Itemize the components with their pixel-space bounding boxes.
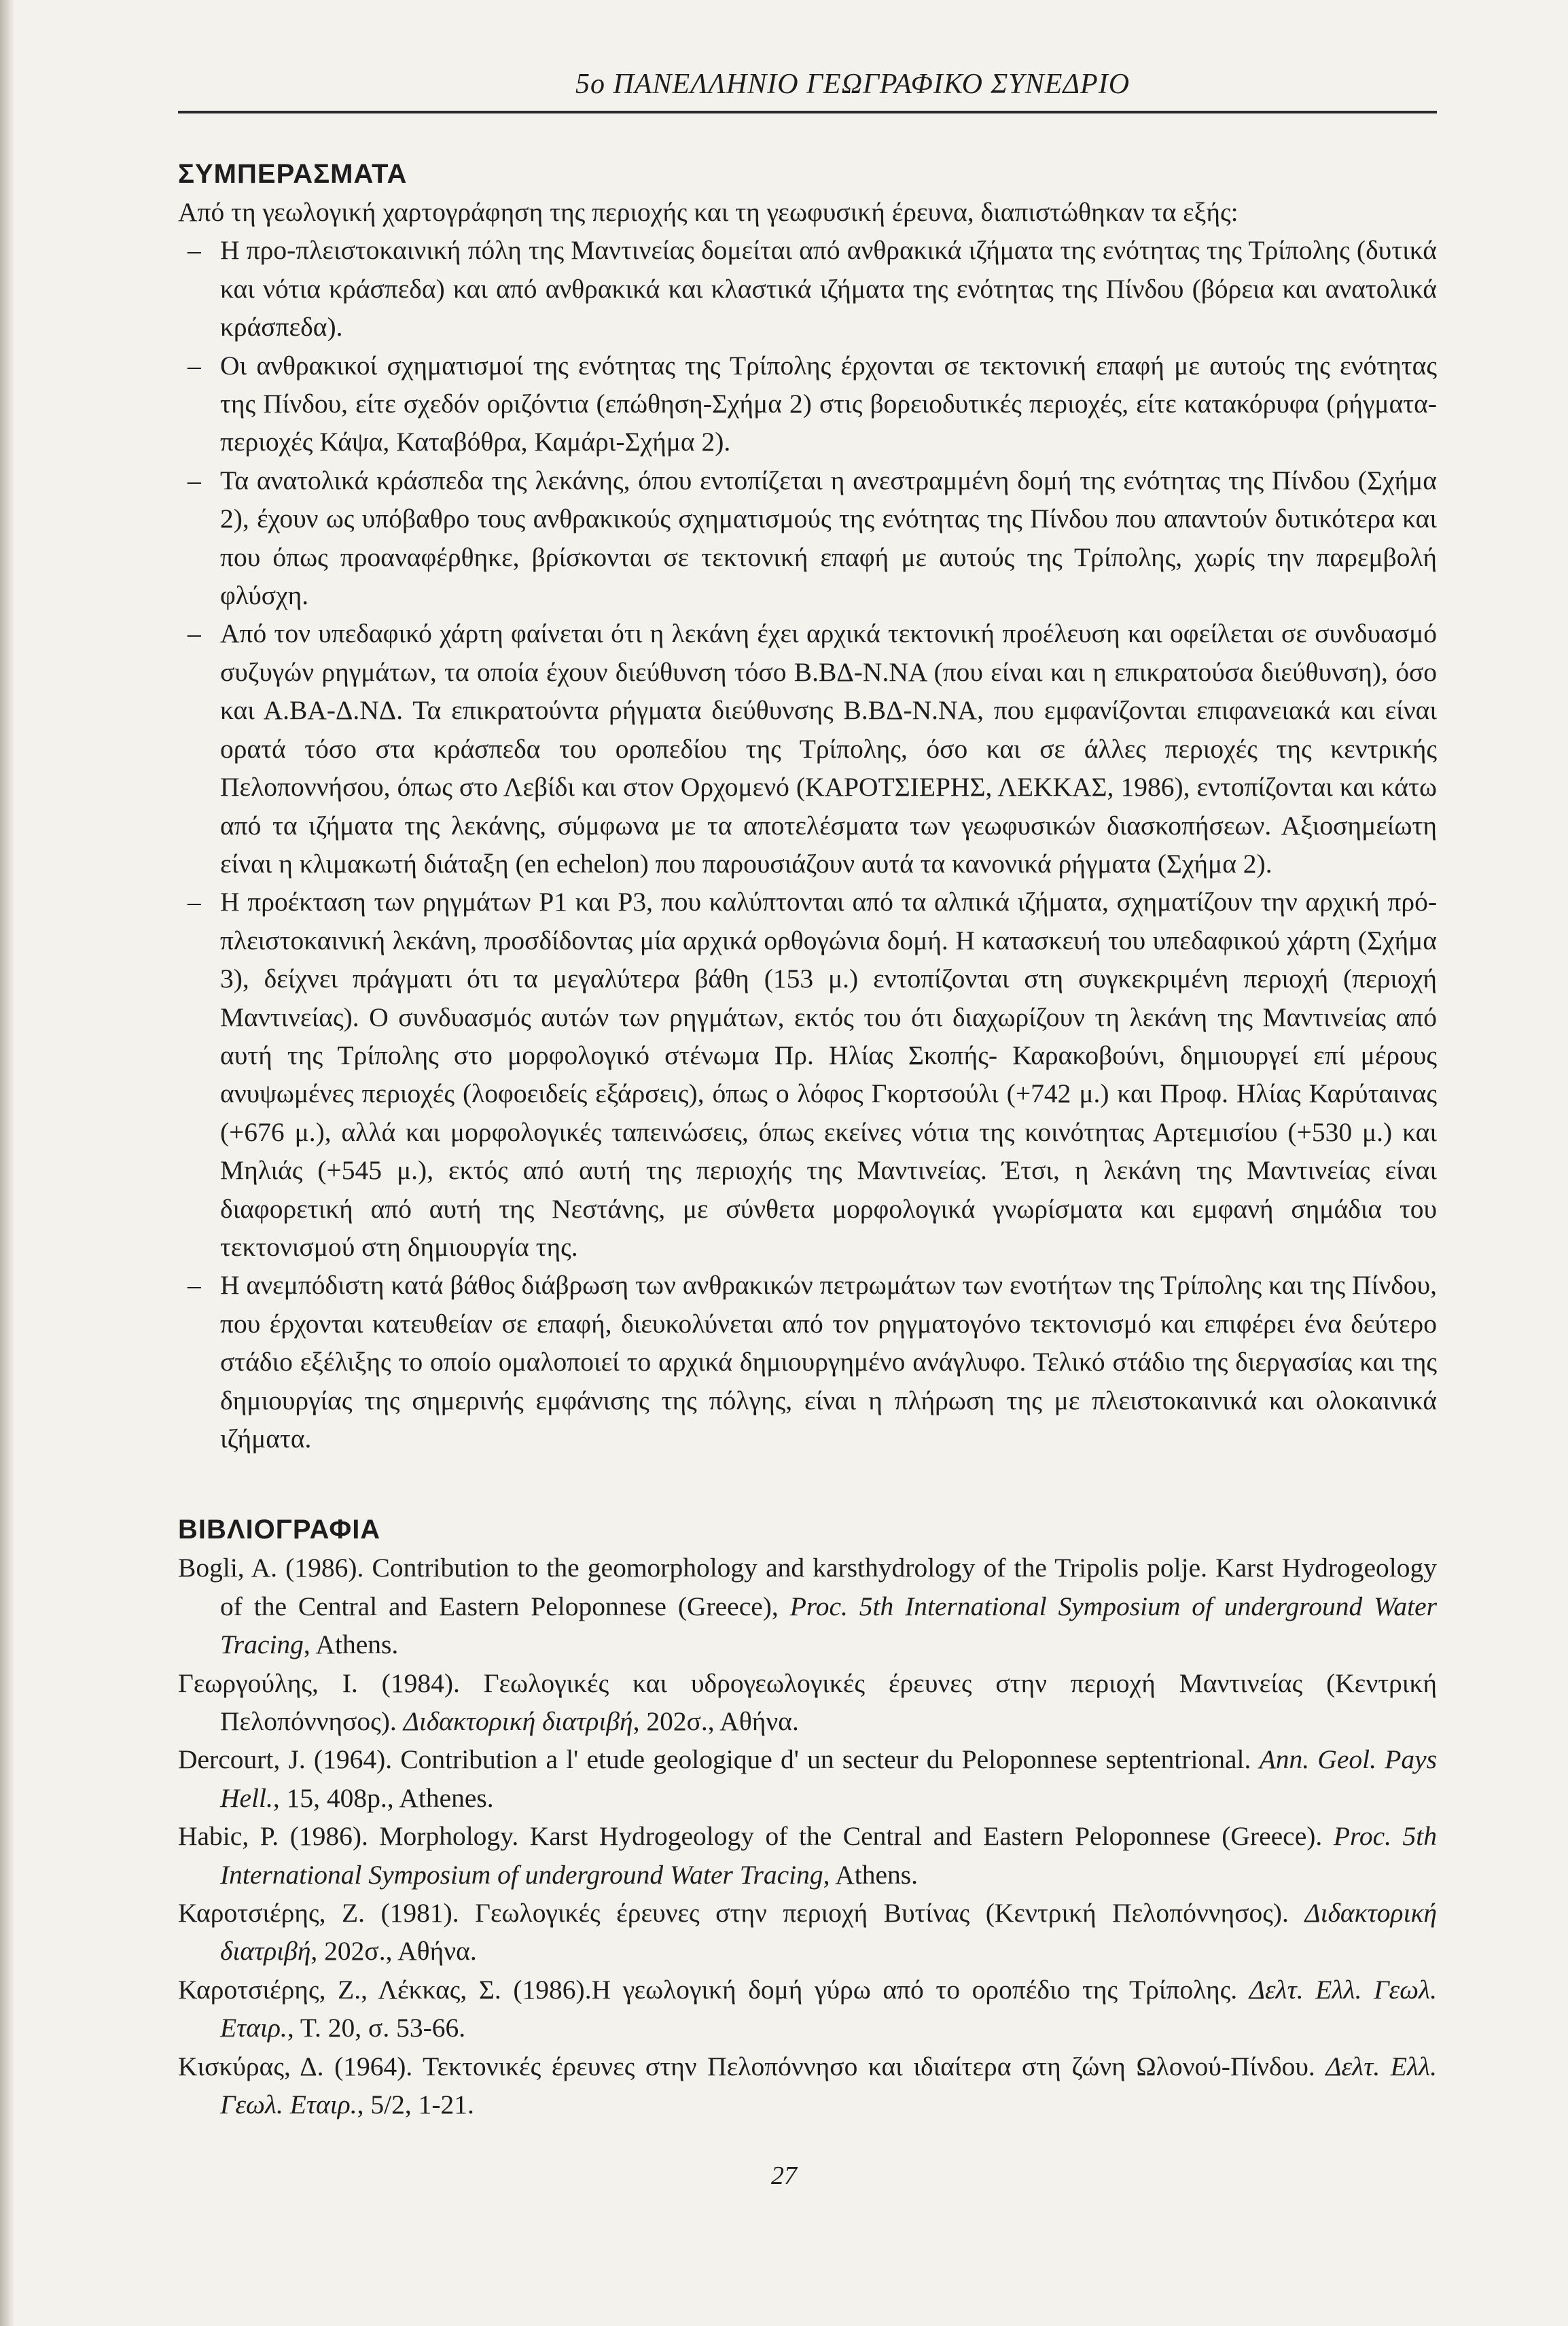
scan-binding-shadow bbox=[0, 0, 15, 2326]
list-item-text: Η ανεμπόδιστη κατά βάθος διάβρωση των ανθρακικών πετρωμάτων των ενοτήτων της Τρίπολης και της Πίνδου, που έρχονται κατευθείαν σε επαφή, διευκολύνεται από τον ρηγματογόνο τεκτονισμό και επιφέρει ένα δεύτερο στάδιο εξέλιξης το οποίο ομαλοποιεί το αρχικά δημιουργημένο ανάγλυφο. Τελικό στάδιο της διεργασίας και της δημιουργίας της σημερινής εμφάνισης της πόλγης, είναι η πλήρωση της με πλειστοκαινικά και ολοκαινικά ιζήματα. bbox=[220, 1270, 1437, 1453]
reference-list bbox=[178, 1549, 1437, 2124]
reference-text: Bogli, A. (1986). Contribution to the geomorphology and karsthydrology of the Tripolis polje. Karst Hydrogeology of the Central and Eastern Peloponnese (Greece), bbox=[178, 1553, 1437, 1621]
list-item bbox=[178, 461, 1437, 615]
reference-text: Habic, P. (1986). Morphology. Karst Hydrogeology of the Central and Eastern Peloponnese (Greece). bbox=[178, 1821, 1334, 1852]
reference-source: Proc. 5th International Symposium of underground Water Tracing bbox=[220, 1591, 1437, 1660]
list-item bbox=[178, 614, 1437, 883]
list-item bbox=[178, 231, 1437, 346]
list-item bbox=[178, 347, 1437, 461]
list-item-text: Οι ανθρακικοί σχηματισμοί της ενότητας της Τρίπολης έρχονται σε τεκτονική επαφή με αυτούς της ενότητας της Πίνδου, είτε σχεδόν οριζόντια (επώθηση-Σχήμα 2) στις βορειοδυτικές περιοχές, είτε κατακόρυφα (ρήγματα-περιοχές Κάψα, Καταβόθρα, Καμάρι-Σχήμα 2). bbox=[220, 350, 1437, 457]
running-header: 5ο ΠΑΝΕΛΛΗΝΙΟ ΓΕΩΓΡΑΦΙΚΟ ΣΥΝΕΔΡΙΟ bbox=[575, 69, 1130, 100]
reference-entry bbox=[178, 2047, 1437, 2124]
bullet-dash: – bbox=[188, 887, 201, 917]
reference-source: Ann. Geol. Pays Hell. bbox=[220, 1744, 1437, 1813]
bibliography-heading: ΒΙΒΛΙΟΓΡΑΦΙΑ bbox=[178, 1515, 381, 1545]
bullet-dash: – bbox=[188, 465, 201, 495]
reference-entry bbox=[178, 1664, 1437, 1741]
reference-text: Dercourt, J. (1964). Contribution a l' etude geologique d' un secteur du Peloponnese septentrional. bbox=[178, 1744, 1260, 1775]
reference-text: Καροτσιέρης, Ζ., Λέκκας, Σ. (1986).Η γεωλογική δομή γύρω από το οροπέδιο της Τρίπολης. bbox=[178, 1974, 1249, 2005]
reference-entry bbox=[178, 1817, 1437, 1894]
reference-details: , Τ. 20, σ. 53-66. bbox=[287, 2013, 466, 2043]
bullet-dash: – bbox=[188, 350, 201, 381]
list-item bbox=[178, 883, 1437, 1266]
reference-text: Κισκύρας, Δ. (1964). Τεκτονικές έρευνες στην Πελοπόννησο και ιδιαίτερα στη ζώνη Ωλονού-Πίνδου. bbox=[178, 2051, 1326, 2081]
bullet-dash: – bbox=[188, 235, 201, 266]
reference-source: Δελτ. Ελλ. Γεωλ. Εταιρ. bbox=[220, 2051, 1438, 2120]
conclusions-intro: Από τη γεωλογική χαρτογράφηση της περιοχής και τη γεωφυσική έρευνα, διαπιστώθηκαν τα εξής: bbox=[178, 197, 1239, 227]
reference-entry bbox=[178, 1549, 1437, 1663]
list-item bbox=[178, 1266, 1437, 1458]
reference-source: Proc. 5th International Symposium of underground Water Tracing bbox=[220, 1821, 1438, 1890]
reference-details: , 202σ., Αθήνα. bbox=[310, 1936, 477, 1967]
reference-text: Γεωργούλης, Ι. (1984). Γεωλογικές και υδρογεωλογικές έρευνες στην περιοχή Μαντινείας (Κεντρική Πελοπόννησος). bbox=[178, 1668, 1437, 1737]
bullet-dash: – bbox=[188, 618, 201, 649]
main-content bbox=[178, 155, 1437, 2124]
reference-source: Διδακτορική διατριβή bbox=[403, 1706, 633, 1737]
reference-entry bbox=[178, 1740, 1437, 1817]
reference-text: Καροτσιέρης, Ζ. (1981). Γεωλογικές έρευνες στην περιοχή Βυτίνας (Κεντρική Πελοπόννησος). bbox=[178, 1898, 1305, 1928]
conclusions-heading: ΣΥΜΠΕΡΑΣΜΑΤΑ bbox=[178, 159, 408, 189]
reference-entry bbox=[178, 1894, 1437, 1971]
header-rule bbox=[178, 111, 1437, 113]
reference-details: , Athens. bbox=[303, 1629, 399, 1660]
reference-details: , 202σ., Αθήνα. bbox=[632, 1706, 799, 1737]
bullet-dash: – bbox=[188, 1270, 201, 1301]
list-item-text: Η προέκταση των ρηγμάτων P1 και P3, που καλύπτονται από τα αλπικά ιζήματα, σχηματίζουν την αρχική πρό-πλειστοκαινική λεκάνη, προσδίδοντας μία αρχικά ορθογώνια δομή. Η κατασκευή του υπεδαφικού χάρτη (Σχήμα 3), δείχνει πράγματι ότι τα μεγαλύτερα βάθη (153 μ.) εντοπίζονται στη συγκεκριμένη περιοχή (περιοχή Μαντινείας). Ο συνδυασμός αυτών των ρηγμάτων, εκτός του ότι διαχωρίζουν τη λεκάνη της Μαντινείας από αυτή της Τρίπολης στο μορφολογικό στένωμα Πρ. Ηλίας Σκοπής- Καρακοβούνι, δημιουργεί επί μέρους ανυψωμένες περιοχές (λοφοειδείς εξάρσεις), όπως ο λόφος Γκορτσούλι (+742 μ.) και Προφ. Ηλίας Καρύταινας (+676 μ.), αλλά και μορφολογικές ταπεινώσεις, όπως εκείνες νότια της κοινότητας Αρτεμισίου (+530 μ.) και Μηλιάς (+545 μ.), εκτός από αυτή της περιοχής της Μαντινείας. Έτσι, η λεκάνη της Μαντινείας είναι διαφορετική από αυτή της Νεστάνης, με σύνθετα μορφολογικά γνωρίσματα και εμφανή σημάδια του τεκτονισμού στη δημιουργία της. bbox=[220, 887, 1437, 1262]
page-number: 27 bbox=[771, 2162, 797, 2190]
reference-entry bbox=[178, 1971, 1437, 2047]
reference-source: Δελτ. Ελλ. Γεωλ. Εταιρ. bbox=[220, 1974, 1437, 2043]
reference-details: , Athens. bbox=[823, 1859, 919, 1890]
reference-details: , 15, 408p., Athenes. bbox=[272, 1782, 494, 1813]
conclusions-list bbox=[178, 231, 1437, 1458]
reference-source: Διδακτορική διατριβή bbox=[220, 1898, 1437, 1967]
reference-details: , 5/2, 1-21. bbox=[357, 2090, 474, 2120]
list-item-text: Από τον υπεδαφικό χάρτη φαίνεται ότι η λεκάνη έχει αρχικά τεκτονική προέλευση και οφείλεται σε συνδυασμό συζυγών ρηγμάτων, τα οποία έχουν διεύθυνση τόσο Β.ΒΔ-Ν.ΝΑ (που είναι και η επικρατούσα διεύθυνση), όσο και Α.ΒΑ-Δ.ΝΔ. Τα επικρατούντα ρήγματα διεύθυνσης Β.ΒΔ-Ν.ΝΑ, που εμφανίζονται επιφανειακά και είναι ορατά τόσο στα κράσπεδα του οροπεδίου της Τρίπολης, όσο και σε άλλες περιοχές της κεντρικής Πελοποννήσου, όπως στο Λεβίδι και στον Ορχομενό (ΚΑΡΟΤΣΙΕΡΗΣ, ΛΕΚΚΑΣ, 1986), εντοπίζονται και κάτω από τα ιζήματα της λεκάνης, σύμφωνα με τα αποτελέσματα των γεωφυσικών διασκοπήσεων. Αξιοσημείωτη είναι η κλιμακωτή διάταξη (en echelon) που παρουσιάζουν αυτά τα κανονικά ρήγματα (Σχήμα 2). bbox=[220, 618, 1437, 879]
list-item-text: Η προ-πλειστοκαινική πόλη της Μαντινείας δομείται από ανθρακικά ιζήματα της ενότητας της Τρίπολης (δυτικά και νότια κράσπεδα) και από ανθρακικά και κλαστικά ιζήματα της ενότητας της Πίνδου (βόρεια και ανατολικά κράσπεδα). bbox=[220, 235, 1437, 342]
list-item-text: Τα ανατολικά κράσπεδα της λεκάνης, όπου εντοπίζεται η ανεστραμμένη δομή της ενότητας της Πίνδου (Σχήμα 2), έχουν ως υπόβαθρο τους ανθρακικούς σχηματισμούς της ενότητας της Πίνδου που απαντούν δυτικότερα και που όπως προαναφέρθηκε, βρίσκονται σε τεκτονική επαφή με αυτούς της Τρίπολης, χωρίς την παρεμβολή φλύσχη. bbox=[220, 465, 1437, 611]
